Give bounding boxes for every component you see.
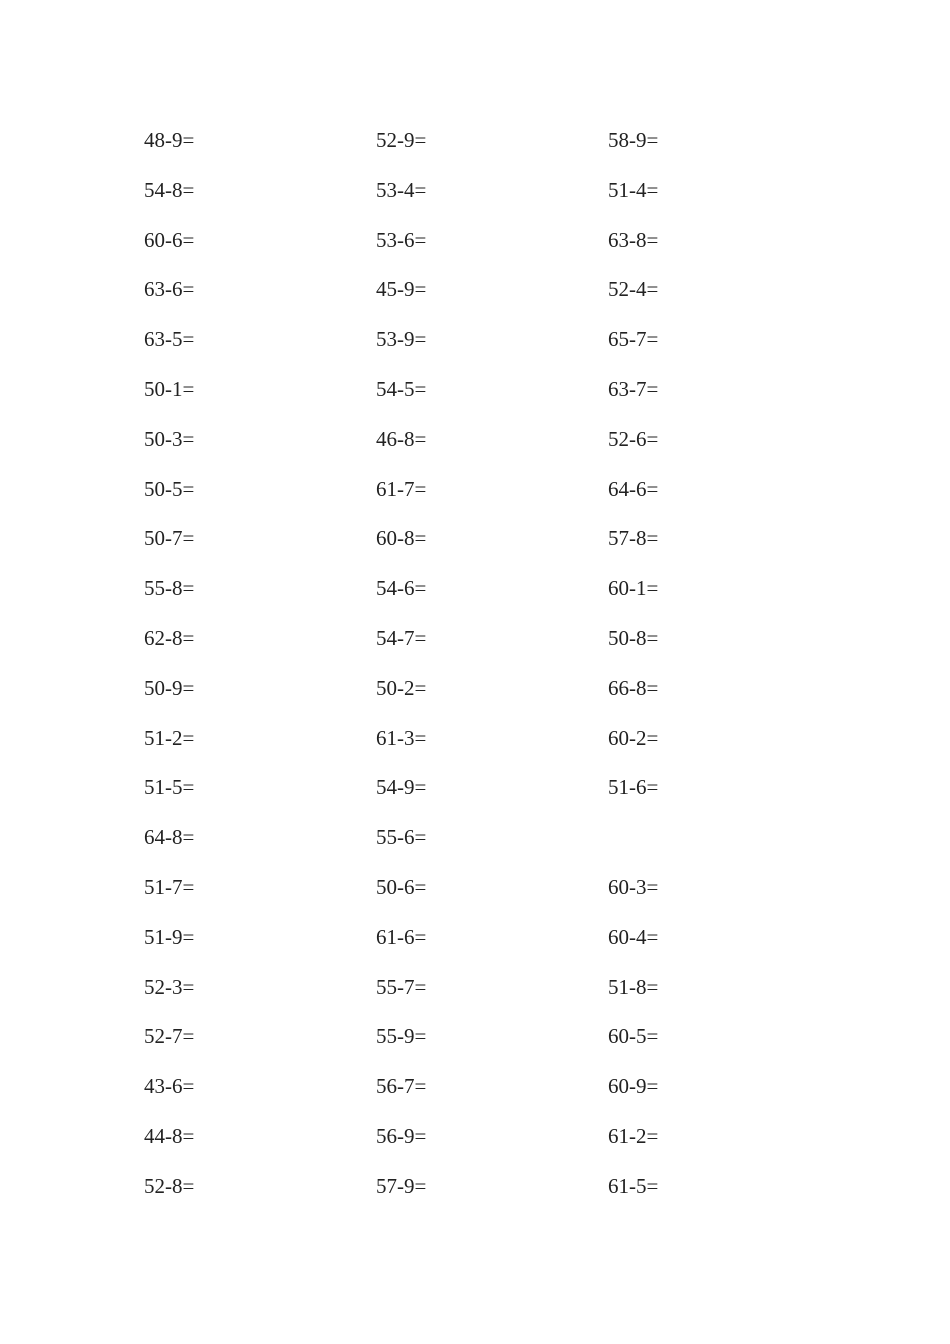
problem-item: 58-9= xyxy=(608,128,659,152)
problem-item: 52-6= xyxy=(608,426,659,451)
problem-item: 63-8= xyxy=(608,227,659,252)
problem-item: 55-6= xyxy=(376,825,427,850)
problem-item: 61-3= xyxy=(376,725,427,750)
problem-item: 52-7= xyxy=(144,1024,195,1049)
problem-item: 51-4= xyxy=(608,177,659,202)
problem-item: 44-8= xyxy=(144,1123,195,1148)
problem-item: 54-5= xyxy=(376,376,427,401)
problem-item: 50-5= xyxy=(144,476,195,501)
problem-item: 57-9= xyxy=(376,1173,427,1198)
problem-item: 45-9= xyxy=(376,277,427,302)
problem-item: 46-8= xyxy=(376,426,427,451)
problem-item: 50-1= xyxy=(144,376,195,401)
problem-item: 60-5= xyxy=(608,1024,659,1049)
problem-item: 60-9= xyxy=(608,1074,659,1099)
problem-item: 65-7= xyxy=(608,327,659,352)
problem-item: 55-8= xyxy=(144,576,195,601)
problem-item: 51-7= xyxy=(144,874,195,899)
problem-item: 61-5= xyxy=(608,1173,659,1198)
problem-item: 43-6= xyxy=(144,1074,195,1099)
problem-item: 51-6= xyxy=(608,775,659,800)
problem-item: 60-8= xyxy=(376,526,427,551)
problem-item: 64-6= xyxy=(608,476,659,501)
problem-item: 54-8= xyxy=(144,177,195,202)
problem-item: 54-6= xyxy=(376,576,427,601)
problem-item: 52-4= xyxy=(608,277,659,302)
problem-item: 63-5= xyxy=(144,327,195,352)
problem-item: 50-3= xyxy=(144,426,195,451)
problem-item: 50-7= xyxy=(144,526,195,551)
problem-item: 50-6= xyxy=(376,874,427,899)
problem-item: 50-2= xyxy=(376,675,427,700)
problem-item: 50-9= xyxy=(144,675,195,700)
problem-item: 60-6= xyxy=(144,227,195,252)
problem-item: 55-9= xyxy=(376,1024,427,1049)
problem-item: 51-2= xyxy=(144,725,195,750)
problem-item: 64-8= xyxy=(144,825,195,850)
problem-item: 63-6= xyxy=(144,277,195,302)
problem-item: 63-7= xyxy=(608,376,659,401)
problem-item: 52-9= xyxy=(376,128,427,152)
problem-item: 53-9= xyxy=(376,327,427,352)
problem-item: 51-9= xyxy=(144,924,195,949)
problem-item: 50-8= xyxy=(608,625,659,650)
problem-item: 52-8= xyxy=(144,1173,195,1198)
problem-item: 53-6= xyxy=(376,227,427,252)
problem-item: 61-2= xyxy=(608,1123,659,1148)
problem-item: 56-7= xyxy=(376,1074,427,1099)
problem-item: 57-8= xyxy=(608,526,659,551)
problem-item: 62-8= xyxy=(144,625,195,650)
problem-item: 54-7= xyxy=(376,625,427,650)
problem-item: 60-3= xyxy=(608,874,659,899)
problem-item: 54-9= xyxy=(376,775,427,800)
problem-item: 56-9= xyxy=(376,1123,427,1148)
problem-item: 52-3= xyxy=(144,974,195,999)
problem-item: 61-7= xyxy=(376,476,427,501)
problem-item: 48-9= xyxy=(144,128,195,152)
problem-item: 66-8= xyxy=(608,675,659,700)
problem-item: 60-1= xyxy=(608,576,659,601)
problem-item: 51-8= xyxy=(608,974,659,999)
problem-item: 55-7= xyxy=(376,974,427,999)
problem-item: 60-4= xyxy=(608,924,659,949)
problem-item: 60-2= xyxy=(608,725,659,750)
problem-grid xyxy=(144,126,840,1222)
problem-item: 53-4= xyxy=(376,177,427,202)
problem-item: 61-6= xyxy=(376,924,427,949)
problem-item: 51-5= xyxy=(144,775,195,800)
problem-item xyxy=(608,823,840,851)
